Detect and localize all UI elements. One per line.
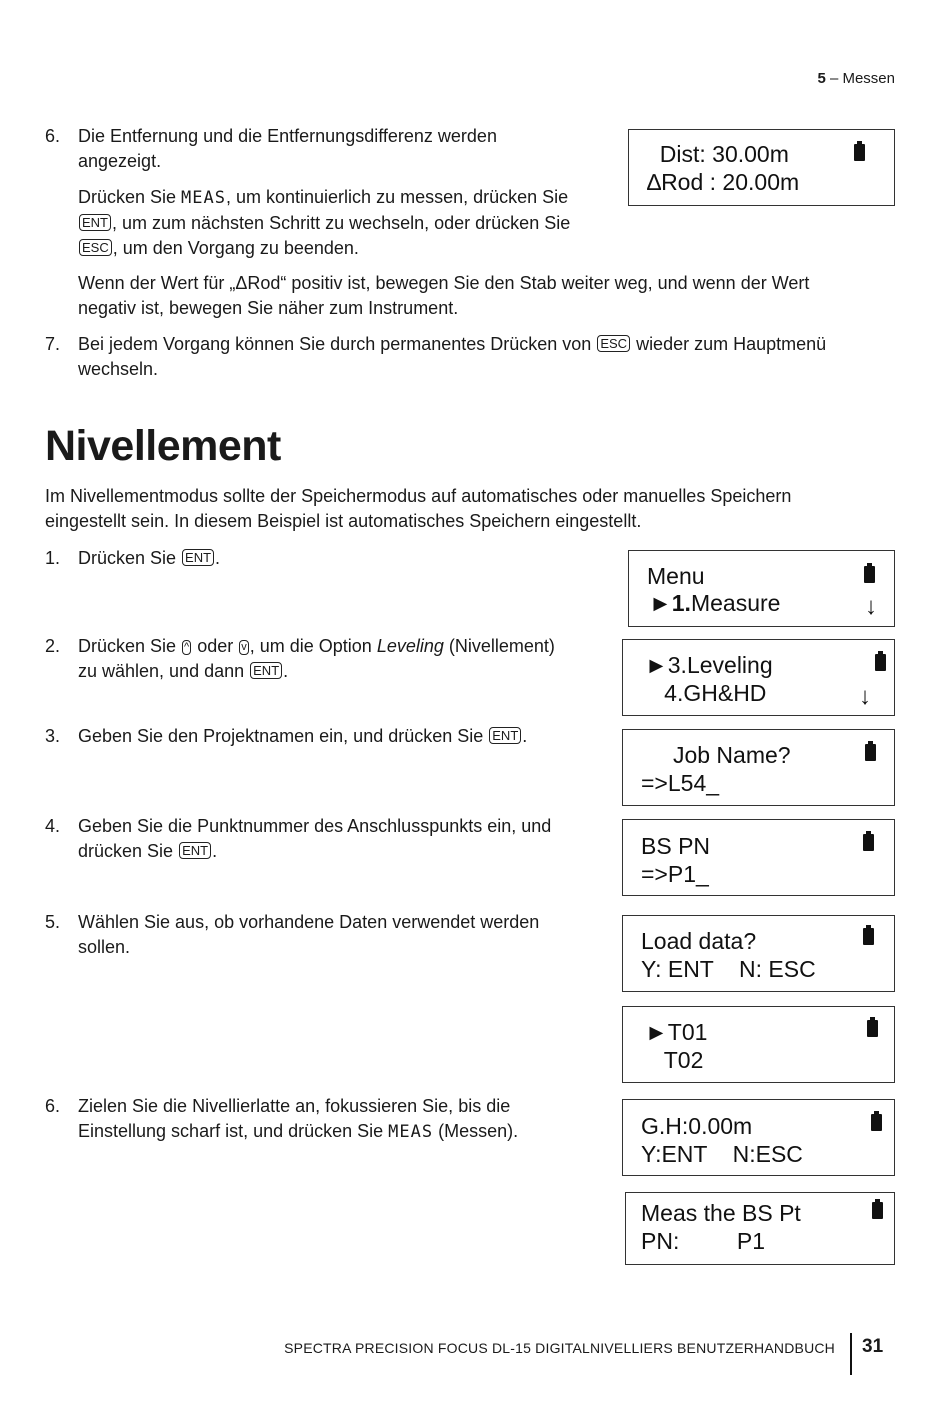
chapter-header xyxy=(817,70,895,87)
lcd-distance xyxy=(628,129,895,206)
text-span: Geben Sie den Projektnamen ein, und drücken Sie xyxy=(78,726,489,746)
lcd-line: G.H:0.00m xyxy=(641,1113,753,1139)
footer-title: SPECTRA PRECISION FOCUS DL-15 DIGITALNIVELLIERS BENUTZERHANDBUCH xyxy=(284,1340,835,1356)
step-text xyxy=(78,724,618,749)
step-number: 2. xyxy=(45,636,61,656)
step-text: Wählen Sie aus, ob vorhandene Daten verwendet werden xyxy=(78,912,540,932)
step-text: sollen. xyxy=(78,937,131,957)
lcd-line: Dist: 30.00m xyxy=(647,141,789,167)
text-span: Bei jedem Vorgang können Sie durch permanentes Drücken von xyxy=(78,334,597,354)
battery-icon xyxy=(871,1114,882,1131)
step-number: 5. xyxy=(45,912,61,932)
text-span: zu wählen, und dann xyxy=(78,661,250,681)
lcd-line xyxy=(649,589,780,617)
text-span: . xyxy=(215,548,221,568)
step-paragraph xyxy=(78,236,618,261)
esc-key-icon: ESC xyxy=(79,239,112,256)
lcd-line: Menu xyxy=(647,563,705,589)
lcd-bs-pn xyxy=(622,819,895,896)
up-key-icon: ^ xyxy=(184,641,190,653)
text-line: negativ ist, bewegen Sie näher zum Instrument. xyxy=(78,298,459,318)
intro-paragraph xyxy=(45,484,905,534)
battery-icon xyxy=(864,566,875,583)
text-span: . xyxy=(212,841,218,861)
ent-key-icon: ENT xyxy=(489,727,521,744)
text-span: (Nivellement) xyxy=(443,636,555,656)
step-number: 6. xyxy=(45,126,61,146)
step-text: Die Entfernung und die Entfernungsdifferenz werden xyxy=(78,126,497,146)
step-text xyxy=(78,839,618,864)
lcd-leveling xyxy=(622,639,895,716)
lcd-line: Y: ENT N: ESC xyxy=(641,956,816,982)
lcd-load-data xyxy=(622,915,895,992)
lcd-meas-bs xyxy=(625,1192,895,1265)
step-paragraph xyxy=(78,211,618,236)
section-title: Nivellement xyxy=(45,422,281,470)
lcd-line: Y:ENT N:ESC xyxy=(641,1141,803,1167)
text-span: , um den Vorgang zu beenden. xyxy=(112,238,359,258)
battery-icon xyxy=(863,834,874,851)
text-span: . xyxy=(522,726,528,746)
ent-key-icon: ENT xyxy=(250,662,282,679)
meas-key-label: MEAS xyxy=(388,1122,434,1142)
lcd-line: T02 xyxy=(645,1047,704,1073)
option-name: Leveling xyxy=(376,636,444,656)
step-text xyxy=(78,659,618,684)
step-text xyxy=(78,332,908,357)
step-text xyxy=(78,634,618,659)
step-paragraph xyxy=(78,185,618,211)
lcd-line: PN: P1 xyxy=(641,1228,765,1254)
step-number: 4. xyxy=(45,816,61,836)
text-span: Einstellung scharf ist, und drücken Sie xyxy=(78,1121,389,1141)
ent-key-icon: ENT xyxy=(179,842,211,859)
ent-key-icon: ENT xyxy=(182,549,214,566)
text-span: . xyxy=(283,661,289,681)
lcd-line: Meas the BS Pt xyxy=(641,1200,801,1226)
text-line: Wenn der Wert für „ΔRod“ positiv ist, bewegen Sie den Stab weiter weg, und wenn der Wert xyxy=(78,273,810,293)
step-text xyxy=(78,546,220,571)
text-span: Drücken Sie xyxy=(78,548,182,568)
lcd-target-select xyxy=(622,1006,895,1083)
lcd-line: ►3.Leveling xyxy=(645,652,773,678)
step-number: 7. xyxy=(45,334,61,354)
step-text: angezeigt. xyxy=(78,151,162,171)
esc-key-icon: ESC xyxy=(597,335,630,352)
ent-key-icon: ENT xyxy=(79,214,111,231)
lcd-line: ►T01 xyxy=(645,1019,708,1045)
chapter-dash: – xyxy=(825,70,843,87)
lcd-line: ∆Rod : 20.00m xyxy=(647,169,800,195)
battery-icon xyxy=(872,1202,883,1219)
down-arrow-icon: ↓ xyxy=(865,593,877,620)
step-text xyxy=(78,1119,618,1145)
chapter-name: Messen xyxy=(842,70,895,87)
battery-icon xyxy=(867,1020,878,1037)
footer-divider xyxy=(850,1333,852,1375)
down-arrow-icon: ↓ xyxy=(859,683,871,710)
down-key-icon: v xyxy=(241,641,247,653)
lcd-line: =>P1_ xyxy=(641,861,709,887)
text-line: Im Nivellementmodus sollte der Speichermodus auf automatisches oder manuelles Speichern xyxy=(45,486,792,506)
lcd-line: Load data? xyxy=(641,928,757,954)
text-span: Drücken Sie xyxy=(78,636,182,656)
menu-label: Measure xyxy=(690,590,781,616)
battery-icon xyxy=(863,928,874,945)
battery-icon xyxy=(854,144,865,161)
text-span: wieder zum Hauptmenü xyxy=(631,334,827,354)
menu-number: 1. xyxy=(671,590,691,616)
delta-rod-paragraph xyxy=(78,271,898,321)
lcd-line: =>L54_ xyxy=(641,770,720,796)
meas-key-label: MEAS xyxy=(181,188,226,208)
step-text: Zielen Sie die Nivellierlatte an, fokussieren Sie, bis die xyxy=(78,1096,511,1116)
text-span: , um zum nächsten Schritt zu wechseln, oder drücken Sie xyxy=(112,213,571,233)
text-span: drücken Sie xyxy=(78,841,179,861)
chapter-number: 5 xyxy=(817,70,826,87)
page-number: 31 xyxy=(862,1336,884,1357)
step-number: 6. xyxy=(45,1096,61,1116)
text-span: oder xyxy=(192,636,239,656)
step-text: Geben Sie die Punktnummer des Anschlusspunkts ein, und xyxy=(78,816,552,836)
lcd-line: Job Name? xyxy=(641,742,791,768)
step-number: 1. xyxy=(45,548,61,568)
battery-icon xyxy=(875,654,886,671)
step-number: 3. xyxy=(45,726,61,746)
text-span: (Messen). xyxy=(433,1121,519,1141)
text-span: , um kontinuierlich zu messen, drücken Sie xyxy=(226,187,569,207)
selection-marker-icon: ► xyxy=(649,590,672,616)
text-line: eingestellt sein. In diesem Beispiel ist automatisches Speichern eingestellt. xyxy=(45,511,642,531)
lcd-menu xyxy=(628,550,895,627)
battery-icon xyxy=(865,744,876,761)
text-span: Drücken Sie xyxy=(78,187,182,207)
lcd-line: BS PN xyxy=(641,833,711,859)
step-text: wechseln. xyxy=(78,359,159,379)
lcd-ground-height xyxy=(622,1099,895,1176)
lcd-job-name xyxy=(622,729,895,806)
lcd-line: 4.GH&HD xyxy=(645,680,767,706)
text-span: , um die Option xyxy=(249,636,377,656)
